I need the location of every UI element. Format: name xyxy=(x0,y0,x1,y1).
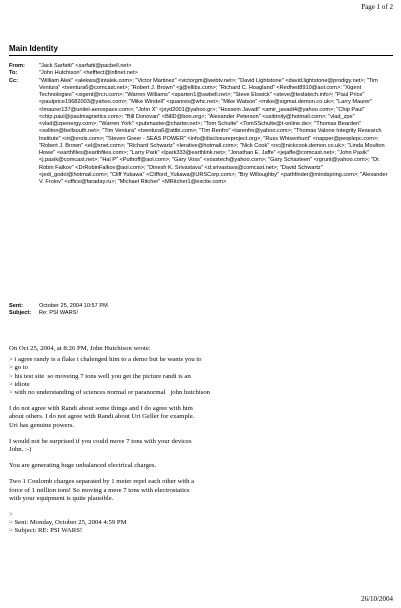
email-header xyxy=(9,63,393,317)
identity-title: Main Identity xyxy=(9,44,58,53)
body-quoted-text: > i agree randy is a flake i chalenged him to a demo but he wants you to > go to > his test site so moveing 7 tons well you get the picture randi is an > idiote > with no understanding of sciences normal or paranormal john hutchison xyxy=(9,356,211,397)
to-label: To: xyxy=(9,70,18,77)
subject-row xyxy=(9,310,393,317)
header-divider xyxy=(9,55,393,56)
cc-label: Cc: xyxy=(9,77,19,84)
sent-row xyxy=(9,303,393,310)
to-row xyxy=(9,70,393,77)
body-quote-intro: On Oct 25, 2004, at 8:26 PM, John Hutchison wrote: xyxy=(9,345,151,352)
cc-row xyxy=(9,78,393,303)
cc-value: "William Alek" <alekws@intalek.com>; "Victor Martinez" <victorgm@webtv.net>; "David Lightstone" <david.lightstone@prodigy.net>; "Tim Ventura" <tventura6@comcast.net>; "Robert J. Brown" <jj@ellibs.com>; "Richard C. Hoagland" <Redhed8910@aol.com>; "Xigent Technologies" <xigent@rcn.com>; "Warren Williams" <sparten1@swbell.net>; "Steve Elswick" <steve@teslatech.info>; "Paul Price" <paulprice19682003@yahoo.com>; "Mike Windell" <quanres@whc.net>; "Mike Watson" <mike@sigmat.demon.co.uk>; "Larry Maurer" <lmaurer137@unitel-aerospace.com>; "John X" <jxyd2001@yahoo.gr>; "Hossein Javadi" <amir_javadi4@yahoo.com>; "Chip Paul" <chip.paul@paulmagnetics.com>; "Bill Donovan" <BillD@bon.org>; "Alexander Peterson" <usitrinity@hotmail.com>; "vlad_zpe" <vlad@zpenergy.com>; "Warren York" <pubmaster@charter.net>; "Tom Schulte" <TomSSchulte@t-online.de>; "Thomas Bearden" <soliton@bellsouth.net>; "Tim Ventura" <tventura6@attbi.com>; "Tim Renfro" <tarenfro@yahoo.com>; "Thomas Valone Integrity Research Institute" <iri@erols.com>; "Steven Greer - SEAS POWER" <info@disclosureproject.org>; "Russ Whisenhunt" <napper@peoplepc.com>; "Robert J. Brown" <el@xnet.com>; "Richard Schwartz" <lerative@hotmail.com>; "Nick Cook" <nc@nickcook.demon.co.uk>; "Linda Moulton Howe" <earthfiles@earthfiles.com>; "Larry Park" <lpark333@earthlink.net>; "Jonathan E. Jaffe" <jejaffe@comcast.net>; "John Pasik" <j.pasik@comcast.net>; "Hal P" <Puthoff@aol.com>; "Gary Voss" <vosstech@yahoo.com>; "Gary Schasteen" <rgrunt@yahoo.com>; "Dr. Robin Falkov" <DrRobinFalkov@aol.com>; "Dinesh K. Srivastava" <d.srivastava@comcast.net>; "David Schwartz" <jedi_godol@hotmail.com>; "Cliff Yukawa" <Clifford_Yukawa@URSCorp.com>; "Bry Willoughby" <pathfinder@mindspring.com>; "Alexander V. Frolov" <office@faraday.ru>; "Michael Ritcher" <MRitcher1@excite.com> xyxy=(39,77,390,185)
body-quoted-header: > > Sent: Monday, October 25, 2004 4:59 PM > Subject: RE: PSI WARS! xyxy=(9,511,127,535)
from-label: From: xyxy=(9,63,25,69)
subject-value: Re: PSI WARS! xyxy=(39,309,78,316)
footer-date: 26/10/2004 xyxy=(361,595,393,603)
body-paragraph: I do not agree with Randi about some things and I do agree with him about others. I do not agree with Randi about Uri Geller for example. Uri has genuine powers. xyxy=(9,405,195,429)
body-paragraph: You are generating huge unbalanced electrical charges. xyxy=(9,462,157,470)
sent-label: Sent: xyxy=(9,302,23,309)
from-value: "Jack Sarfatti" <sarfatti@pacbell.net> xyxy=(39,63,132,69)
email-body xyxy=(9,345,393,536)
to-value: "John Hutchison" <hefftect@infinet.net> xyxy=(39,70,138,77)
page-number: Page 1 of 2 xyxy=(361,3,393,11)
from-row xyxy=(9,63,393,70)
body-paragraph: I would not be surprised if you could move 7 tons with your devices John. :-) xyxy=(9,437,192,454)
sent-value: October 25, 2004 10:57 PM xyxy=(39,302,108,309)
body-paragraph: Two 1 Coulomb charges separated by 1 meter repel each other with a force of 1 million tons! So moving a mere 7 tons with electrostatics with your equipment is quite plausible. xyxy=(9,478,195,502)
subject-label: Subject: xyxy=(9,309,32,316)
